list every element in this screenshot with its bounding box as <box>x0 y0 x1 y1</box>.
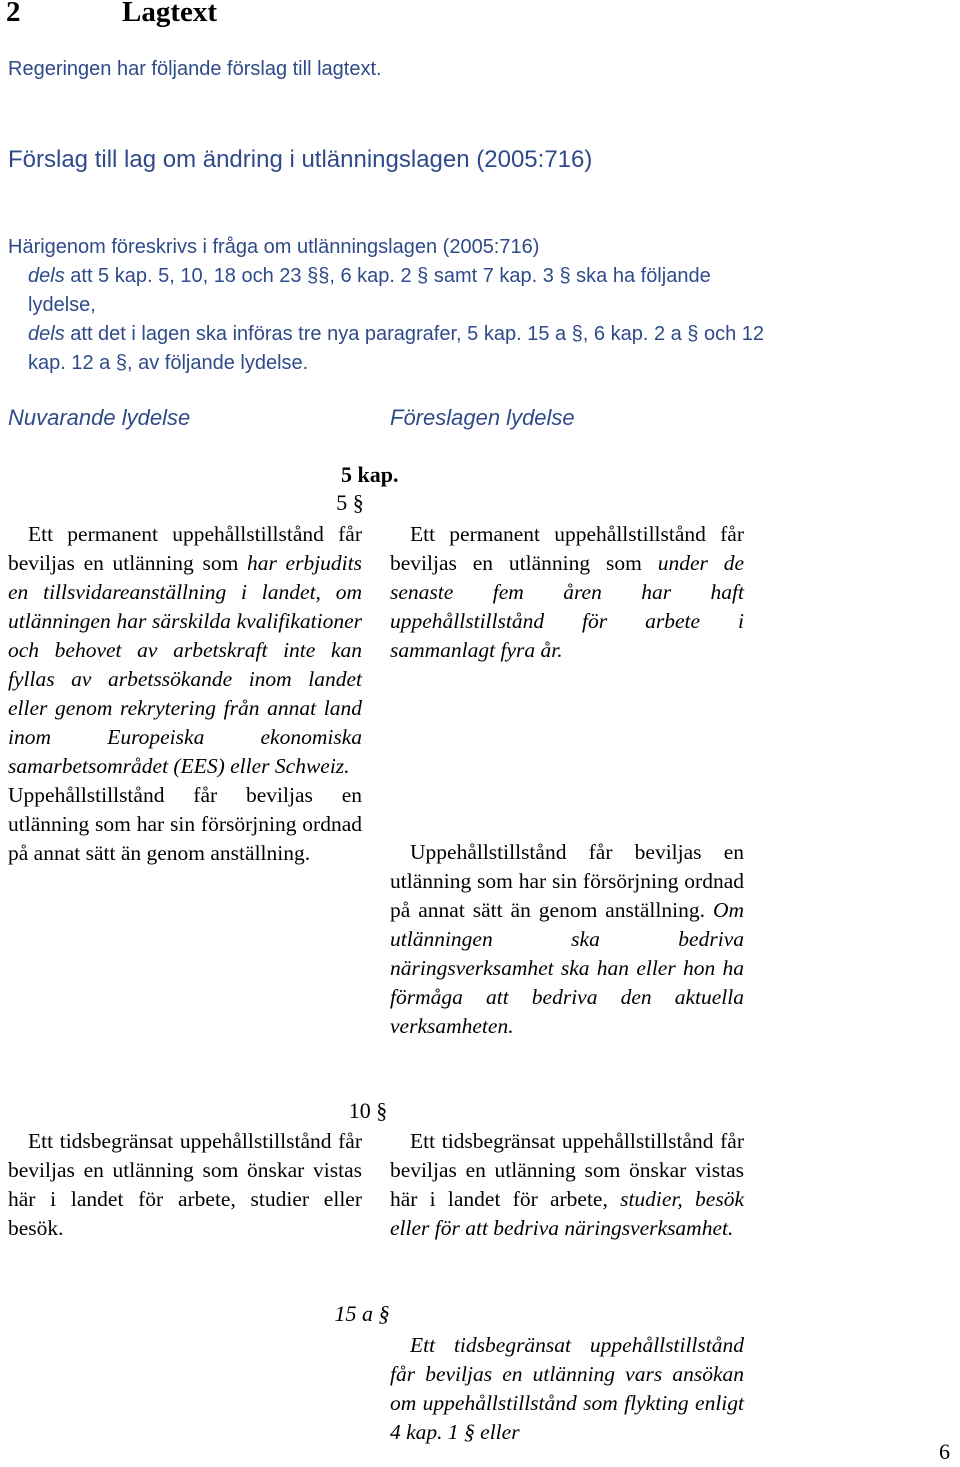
paragraph-italic: har erbjudits en tillsvidareanställning i landet, om utlänningen har särskilda kvalifikationer och behovet av arbetskraft inte kan fyllas av arbetssökande inom landet eller genom rekrytering från annat land inom Europeiska ekonomiska samarbetsområdet (EES) eller Schweiz. <box>8 551 362 778</box>
section-10-current <box>8 1127 362 1243</box>
paragraph <box>8 1127 362 1243</box>
preamble-line: Härigenom föreskrivs i fråga om utlänningslagen (2005:716) <box>8 236 540 258</box>
paragraph-text: Ett tidsbegränsat uppehållstillstånd får beviljas en utlänning som önskar vistas här i landet för arbete, studier eller besök. <box>8 1129 362 1240</box>
paragraph <box>8 781 362 868</box>
section-heading <box>6 0 217 29</box>
section-5-current <box>8 520 362 868</box>
preamble-text: att 5 kap. 5, 10, 18 och 23 §§, 6 kap. 2 § samt 7 kap. 3 § ska ha följande lydelse, <box>28 265 711 316</box>
paragraph-text: Ett permanent uppehållstillstånd får beviljas en utlänning som <box>8 522 362 575</box>
section-5-proposed-1 <box>390 520 744 665</box>
paragraph-text: Uppehållstillstånd får beviljas en utlänning som har sin försörjning ordnad på annat sätt än genom anställning. <box>390 840 744 922</box>
paragraph-italic: Ett tidsbegränsat uppehållstillstånd får beviljas en utlänning vars ansökan om uppehållstillstånd som flykting enligt 4 kap. 1 § eller <box>390 1333 744 1444</box>
intro-text: Regeringen har följande förslag till lagtext. <box>8 58 382 80</box>
paragraph <box>390 1127 744 1243</box>
section-number: 2 <box>6 0 21 28</box>
preamble-dels-1 <box>8 262 768 320</box>
dels-word: dels <box>28 265 65 287</box>
section-mark-10: 10 § <box>348 1098 388 1123</box>
paragraph-text: Ett tidsbegränsat uppehållstillstånd får beviljas en utlänning som önskar vistas här i landet för arbete, <box>390 1129 744 1211</box>
preamble-text: att det i lagen ska införas tre nya paragrafer, 5 kap. 15 a §, 6 kap. 2 a § och 12 kap. 12 a §, av följande lydelse. <box>28 323 765 374</box>
section-mark-5: 5 § <box>336 490 364 515</box>
preamble <box>8 233 768 378</box>
chapter-heading: 5 kap. <box>341 462 399 487</box>
paragraph <box>390 1331 744 1447</box>
paragraph <box>390 520 744 665</box>
paragraph-text: Ett permanent uppehållstillstånd får beviljas en utlänning som <box>390 522 744 575</box>
section-15a-proposed <box>390 1331 744 1447</box>
section-10-proposed <box>390 1127 744 1243</box>
section-5-proposed-2 <box>390 838 744 1041</box>
section-mark-15a: 15 a § <box>334 1301 390 1326</box>
dels-word: dels <box>28 323 65 345</box>
paragraph-italic: Om utlänningen ska bedriva näringsverksamhet ska han eller hon ha förmåga att bedriva den aktuella verksamheten. <box>390 898 744 1038</box>
law-title: Förslag till lag om ändring i utlänningslagen (2005:716) <box>8 146 593 173</box>
column-heading-proposed: Föreslagen lydelse <box>390 405 575 430</box>
page-number: 6 <box>939 1439 950 1464</box>
paragraph-italic: studier, besök eller för att bedriva näringsverksamhet. <box>390 1187 744 1240</box>
preamble-dels-2 <box>8 320 768 378</box>
paragraph <box>390 838 744 1041</box>
paragraph <box>8 520 362 781</box>
column-heading-current: Nuvarande lydelse <box>8 405 191 430</box>
paragraph-italic: under de senaste fem åren har haft uppehållstillstånd för arbete i sammanlagt fyra år. <box>390 551 745 662</box>
section-title: Lagtext <box>122 0 218 28</box>
paragraph-text: Uppehållstillstånd får beviljas en utlänning som har sin försörjning ordnad på annat sätt än genom anställning. <box>8 783 362 865</box>
